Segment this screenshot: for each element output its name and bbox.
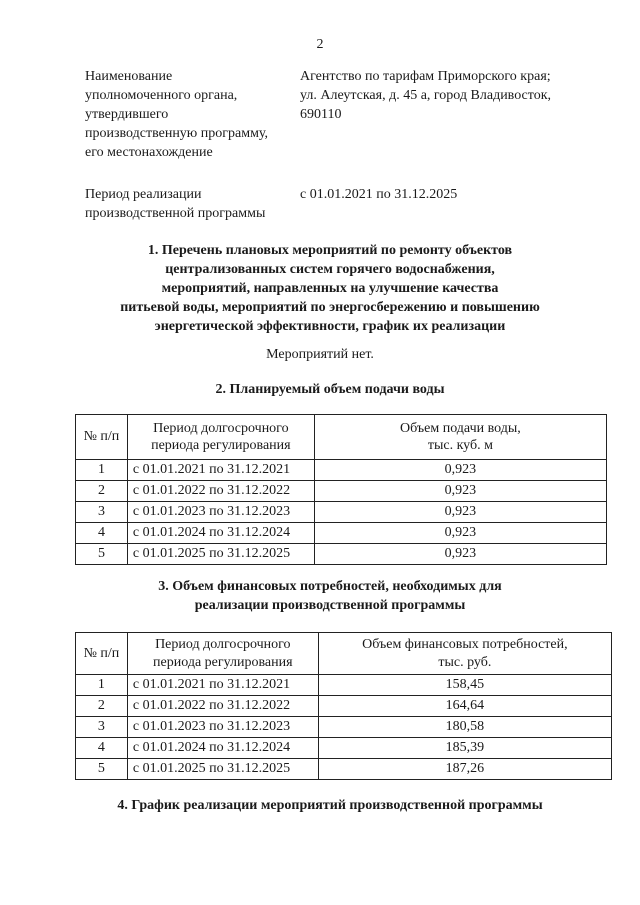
header-line: Объем финансовых потребностей, [362, 637, 568, 652]
table-row [76, 696, 612, 717]
authority-value [300, 68, 585, 125]
label-line: уполномоченного органа, [85, 87, 238, 103]
cell-period: с 01.01.2025 по 31.12.2025 [127, 759, 318, 780]
value-line: ул. Алеутская, д. 45 а, город Владивосток, [300, 87, 551, 103]
title-line: реализации производственной программы [194, 597, 466, 613]
table-header-row [76, 415, 607, 460]
header-num: № п/п [76, 415, 128, 460]
header-period [127, 415, 314, 460]
section1-note: Мероприятий нет. [266, 347, 374, 362]
cell-period: с 01.01.2023 по 31.12.2023 [127, 502, 314, 523]
cell-value: 0,923 [314, 544, 606, 565]
cell-num: 4 [76, 738, 128, 759]
table-row [76, 460, 607, 481]
section1-title [60, 242, 600, 336]
cell-num: 1 [76, 460, 128, 481]
financial-needs-table [75, 632, 612, 780]
section3-title [60, 578, 600, 616]
table-header-row [76, 633, 612, 675]
label-line: производственную программу, [85, 125, 269, 141]
label-line: его местонахождение [85, 144, 213, 160]
period-label [85, 186, 290, 224]
section2-title: 2. Планируемый объем подачи воды [215, 382, 445, 397]
cell-num: 2 [76, 481, 128, 502]
cell-value: 0,923 [314, 481, 606, 502]
cell-num: 5 [76, 759, 128, 780]
label-line: Наименование [85, 69, 173, 84]
cell-num: 5 [76, 544, 128, 565]
cell-period: с 01.01.2024 по 31.12.2024 [127, 738, 318, 759]
header-period [127, 633, 318, 675]
label-line: утвердившего [85, 106, 169, 122]
title-line: питьевой воды, мероприятий по энергосбережению и повышению [120, 299, 540, 315]
header-line: Период долгосрочного [155, 637, 291, 652]
cell-value: 185,39 [318, 738, 611, 759]
cell-num: 3 [76, 717, 128, 738]
period-value: с 01.01.2021 по 31.12.2025 [300, 187, 458, 202]
table-row [76, 738, 612, 759]
cell-value: 0,923 [314, 460, 606, 481]
value-line: Агентство по тарифам Приморского края; [300, 69, 551, 84]
authority-label [85, 68, 290, 162]
header-line: Объем подачи воды, [400, 420, 521, 436]
table-row [76, 523, 607, 544]
header-line: периода регулирования [151, 438, 291, 453]
label-line: Период реализации [85, 187, 202, 202]
cell-period: с 01.01.2022 по 31.12.2022 [127, 481, 314, 502]
cell-period: с 01.01.2023 по 31.12.2023 [127, 717, 318, 738]
header-value [314, 415, 606, 460]
header-line: тыс. куб. м [427, 438, 493, 453]
header-value [318, 633, 611, 675]
title-line: энергетической эффективности, график их реализации [154, 318, 506, 334]
cell-num: 2 [76, 696, 128, 717]
table-row [76, 481, 607, 502]
title-line: централизованных систем горячего водоснабжения, [165, 261, 495, 277]
header-line: Период долгосрочного [153, 420, 289, 436]
label-line: производственной программы [85, 205, 266, 221]
section4-title: 4. График реализации мероприятий производственной программы [117, 798, 543, 813]
cell-value: 164,64 [318, 696, 611, 717]
table-row [76, 717, 612, 738]
title-line: 1. Перечень плановых мероприятий по ремонту объектов [147, 243, 513, 258]
value-line: 690110 [300, 106, 342, 122]
table-row [76, 544, 607, 565]
title-line: мероприятий, направленных на улучшение качества [161, 280, 499, 296]
cell-period: с 01.01.2024 по 31.12.2024 [127, 523, 314, 544]
header-line: тыс. руб. [438, 654, 492, 670]
cell-value: 180,58 [318, 717, 611, 738]
cell-num: 3 [76, 502, 128, 523]
cell-value: 0,923 [314, 523, 606, 544]
header-num: № п/п [76, 633, 128, 675]
water-volume-table [75, 414, 607, 565]
page-number: 2 [316, 37, 324, 52]
title-line: 3. Объем финансовых потребностей, необходимых для [158, 579, 502, 594]
table-row [76, 675, 612, 696]
cell-num: 4 [76, 523, 128, 544]
cell-period: с 01.01.2025 по 31.12.2025 [127, 544, 314, 565]
cell-period: с 01.01.2021 по 31.12.2021 [127, 675, 318, 696]
cell-period: с 01.01.2022 по 31.12.2022 [127, 696, 318, 717]
cell-period: с 01.01.2021 по 31.12.2021 [127, 460, 314, 481]
cell-value: 0,923 [314, 502, 606, 523]
table-row [76, 759, 612, 780]
cell-value: 187,26 [318, 759, 611, 780]
cell-num: 1 [76, 675, 128, 696]
header-line: периода регулирования [153, 654, 293, 670]
cell-value: 158,45 [318, 675, 611, 696]
table-row [76, 502, 607, 523]
